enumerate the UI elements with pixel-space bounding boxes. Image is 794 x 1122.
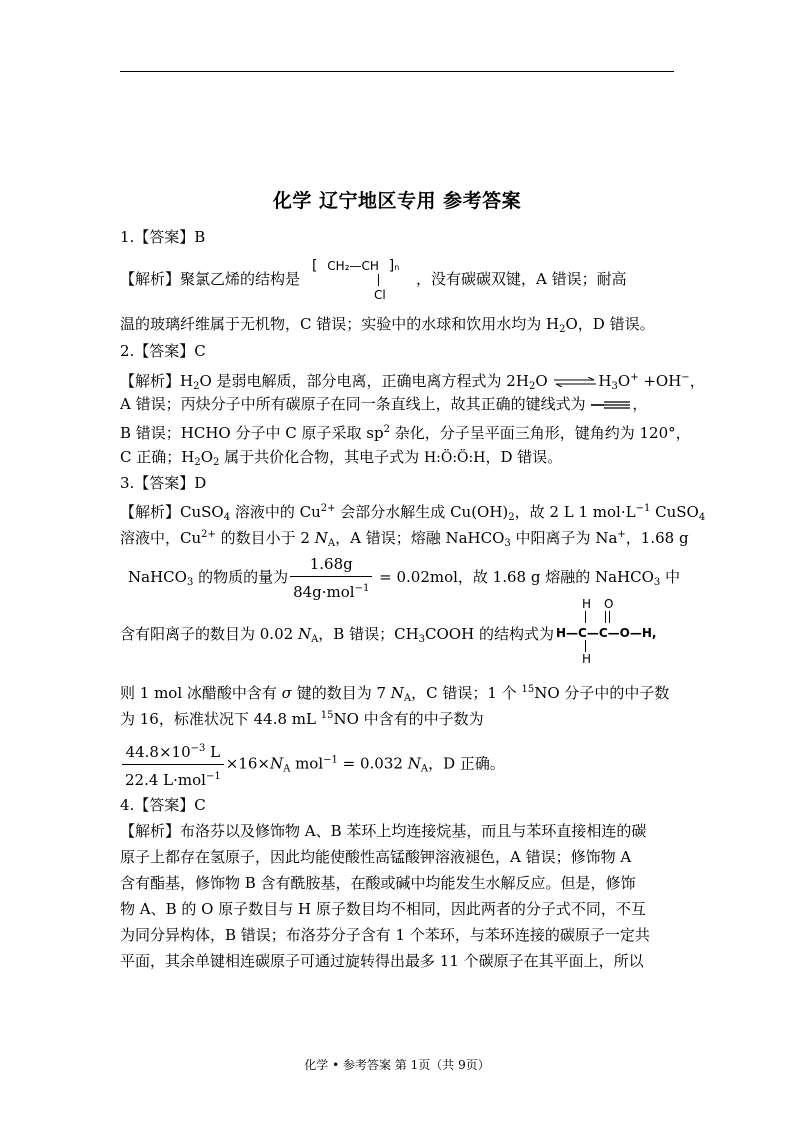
page-footer: 化学 • 参考答案 第 1页（共 9页） — [304, 1058, 490, 1072]
acetic-o-top: O — [604, 597, 614, 611]
propyne-skeletal-icon — [590, 400, 632, 410]
neutron-fraction: $\frac{44.8\times 10^{-3} L}{22.4 L\cdot mol^{-1}}$ — [122, 738, 224, 791]
header-rule — [120, 71, 674, 72]
pvc-structure: [ CH₂—CH ]n — [312, 258, 400, 274]
acetic-acid-structure: H—C—C—O—H, — [556, 626, 657, 640]
q4-line5: 为同分异构体，B 错误；布洛芬分子含有 1 个苯环，与苯环连接的碳原子一定共 — [120, 926, 650, 944]
acetic-bond-h-bottom — [585, 640, 586, 652]
q4-answer: 4.【答案】C — [120, 796, 206, 814]
q3-line2: 溶液中，$Cu^{2+}$ 的数目小于 2 $N_A$，A 错误；熔融 NaHCO$_3$ 中阳离子为 Na+，1.68 g — [120, 529, 689, 549]
q3-line6: 为 16，标准状况下 44.8 mL $^{15}$NO 中含有的中子数为 — [120, 710, 484, 728]
q3-line7: $\frac{44.8\times 10^{-3} L}{22.4 L\cdot mol^{-1}}$ $\times 16\times N_A$ mol$^{-1}$ = 0.032 $N_A$，D 正确。 — [120, 738, 505, 791]
q4-line4: 物 A、B 的 O 原子数目与 H 原子数目均不相同，因此两者的分子式不同，不互 — [120, 900, 646, 918]
q1-analysis-line2: 温的玻璃纤维属于无机物，C 错误；实验中的水球和饮用水均为 $H_2O$，D 错误。 — [120, 315, 655, 335]
q3-line5: 则 1 mol 冰醋酸中含有 σ 键的数目为 7 $N_A$，C 错误；1 个 $^{15}$NO 分子中的中子数 — [120, 684, 670, 704]
q3-line3: NaHCO$_3$ 的物质的量为 $\frac{1.68g}{84g\cdot mol^{-1}}$ = 0.02mol，故 1.68 g 熔融的 NaHCO$_3$ 中 — [128, 555, 681, 601]
q1-analysis-line1: 【解析】聚氯乙烯的结构是 ，没有碳碳双键，A 错误；耐高 — [120, 270, 627, 288]
page-title: 化学 辽宁地区专用 参考答案 — [272, 190, 522, 212]
equilibrium-arrow-icon — [552, 377, 598, 387]
q3-line1: 【解析】CuSO$_4$ 溶液中的 $Cu^{2+}$ 会部分水解生成 $Cu(OH)_2$，故 2 L 1 $mol\cdot L^{-1}$ CuSO$_4$ — [120, 503, 706, 523]
h2o2-electron-formula: H:Ö:Ö:H — [423, 450, 486, 466]
acetic-bond-h-top — [585, 611, 586, 623]
acetic-double-bond-b — [609, 611, 610, 623]
q4-line3: 含有酯基，修饰物 B 含有酰胺基，在酸或碱中均能发生水解反应。但是，修饰 — [120, 874, 636, 892]
acetic-h-bottom: H — [582, 652, 592, 666]
q2-line3: B 错误；HCHO 分子中 C 原子采取 $sp^2$ 杂化，分子呈平面三角形，键角约为 120°， — [120, 424, 691, 442]
q2-line1: 【解析】$H_2O$ 是弱电解质，部分电离，正确电离方程式为 $2H_2O$ $H_3O^+ +OH^-$， — [120, 372, 705, 392]
pvc-cl: Cl — [374, 288, 386, 302]
pvc-bond-down — [378, 274, 379, 286]
q4-line2: 原子上都存在氢原子，因此均能使酸性高锰酸钾溶液褪色，A 错误；修饰物 A — [120, 848, 632, 866]
q4-line1: 【解析】布洛芬以及修饰物 A、B 苯环上均连接烷基，而且与苯环直接相连的碳 — [120, 822, 647, 840]
acetic-double-bond-a — [605, 611, 606, 623]
q2-line4: C 正确；$H_2O_2$ 属于共价化合物，其电子式为 H:Ö:Ö:H，D 错误。 — [120, 448, 563, 468]
q2-answer: 2.【答案】C — [120, 342, 206, 360]
acetic-h-top: H — [582, 597, 592, 611]
q2-line2: A 错误；丙炔分子中所有碳原子在同一条直线上，故其正确的键线式为 ， — [120, 395, 648, 413]
moles-fraction: $\frac{1.68g}{84g\cdot mol^{-1}}$ — [290, 553, 372, 603]
q3-answer: 3.【答案】D — [120, 474, 207, 492]
q3-line4: 含有阳离子的数目为 0.02 $N_A$，B 错误；$CH_3COOH$ 的结构式为 — [120, 625, 554, 645]
q1-answer: 1.【答案】B — [120, 228, 206, 246]
q4-line6: 平面，其余单键相连碳原子可通过旋转得出最多 11 个碳原子在其平面上，所以 — [120, 952, 644, 970]
